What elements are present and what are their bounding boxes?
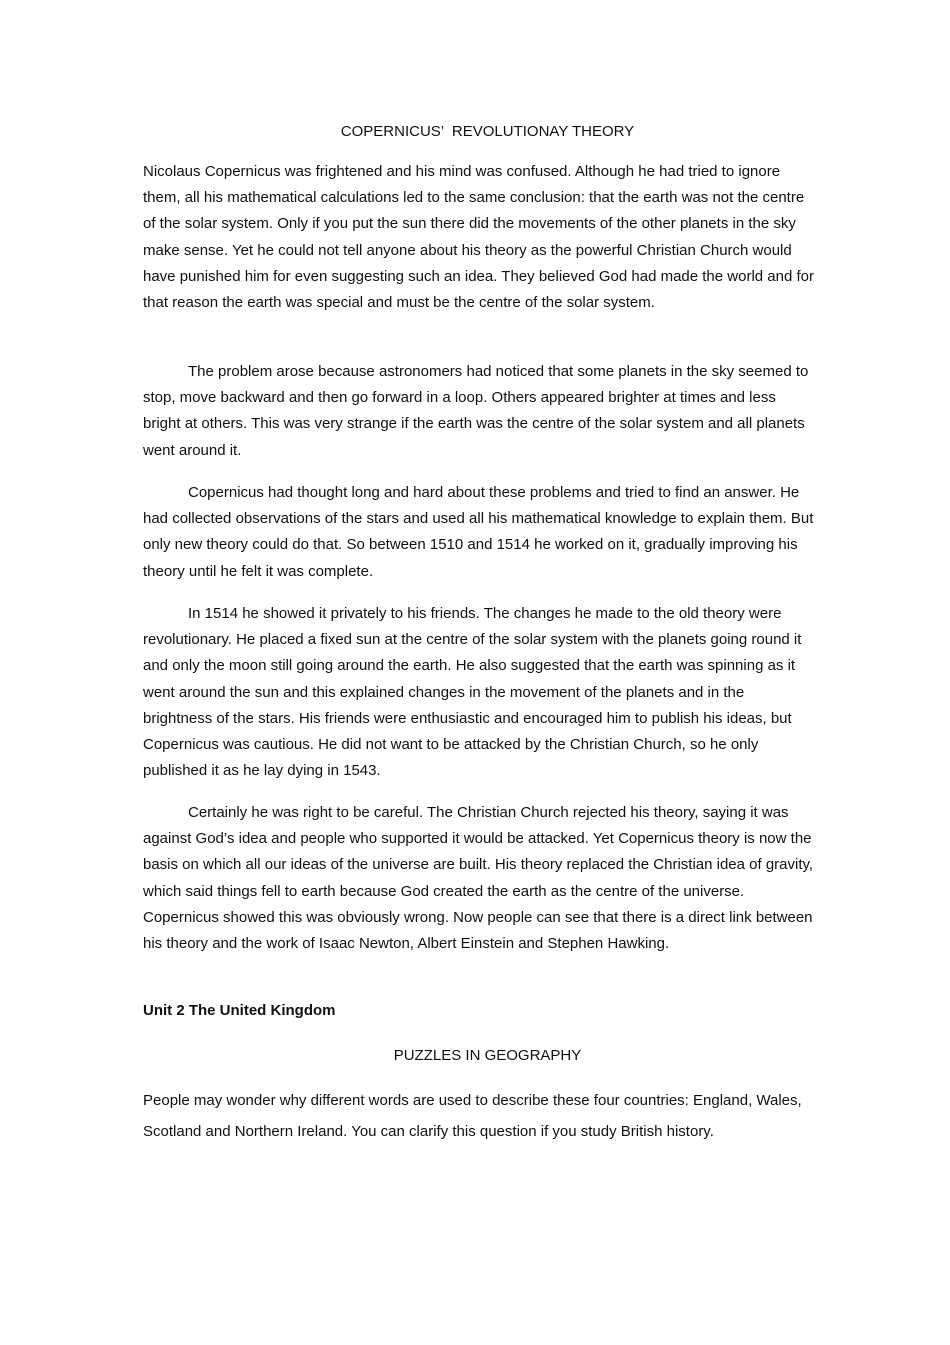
article-title: COPERNICUS’ REVOLUTIONAY THEORY (340, 123, 635, 140)
paragraph-3: Copernicus had thought long and hard about these problems and tried to find an answer. He had collected observations of the stars and used all his mathematical knowledge to explain them. But only new theory could do that. So between 1510 and 1514 he worked on it, gradually improving his theory until he felt it was complete. (143, 484, 814, 580)
paragraph-4: In 1514 he showed it privately to his friends. The changes he made to the old theory were revolutionary. He placed a fixed sun at the centre of the solar system with the planets going round it and only the moon still going around the earth. He also suggested that the earth was spinning as it went around the sun and this explained changes in the movement of the planets and in the brightness of the stars. His friends were enthusiastic and encouraged him to publish his ideas, but Copernicus was cautious. He did not want to be attacked by the Christian Church, so he only published it as he lay dying in 1543. (143, 605, 802, 780)
paragraph-6: People may wonder why different words are used to describe these four countries: England, Wales, Scotland and Northern Ireland. You can clarify this question if you study British history. (143, 1092, 802, 1140)
paragraph-1: Nicolaus Copernicus was frightened and his mind was confused. Although he had tried to ignore them, all his mathematical calculations led to the same conclusion: that the earth was not the centre of the solar system. Only if you put the sun there did the movements of the other planets in the sky make sense. Yet he could not tell anyone about his theory as the powerful Christian Church would have punished him for even suggesting such an idea. They believed God had made the world and for that reason the earth was special and must be the centre of the solar system. (143, 163, 814, 312)
section-title: PUZZLES IN GEOGRAPHY (393, 1047, 582, 1064)
paragraph-2: The problem arose because astronomers had noticed that some planets in the sky seemed to stop, move backward and then go forward in a loop. Others appeared brighter at times and less bright at others. This was very strange if the earth was the centre of the solar system and all planets went around it. (143, 363, 809, 459)
paragraph-5: Certainly he was right to be careful. The Christian Church rejected his theory, saying it was against God’s idea and people who supported it would be attacked. Yet Copernicus theory is now the basis on which all our ideas of the universe are built. His theory replaced the Christian idea of gravity, which said things fell to earth because God created the earth as the centre of the universe. Copernicus showed this was obviously wrong. Now people can see that there is a direct link between his theory and the work of Isaac Newton, Albert Einstein and Stephen Hawking. (143, 804, 814, 953)
unit-heading: Unit 2 The United Kingdom (143, 1002, 336, 1019)
